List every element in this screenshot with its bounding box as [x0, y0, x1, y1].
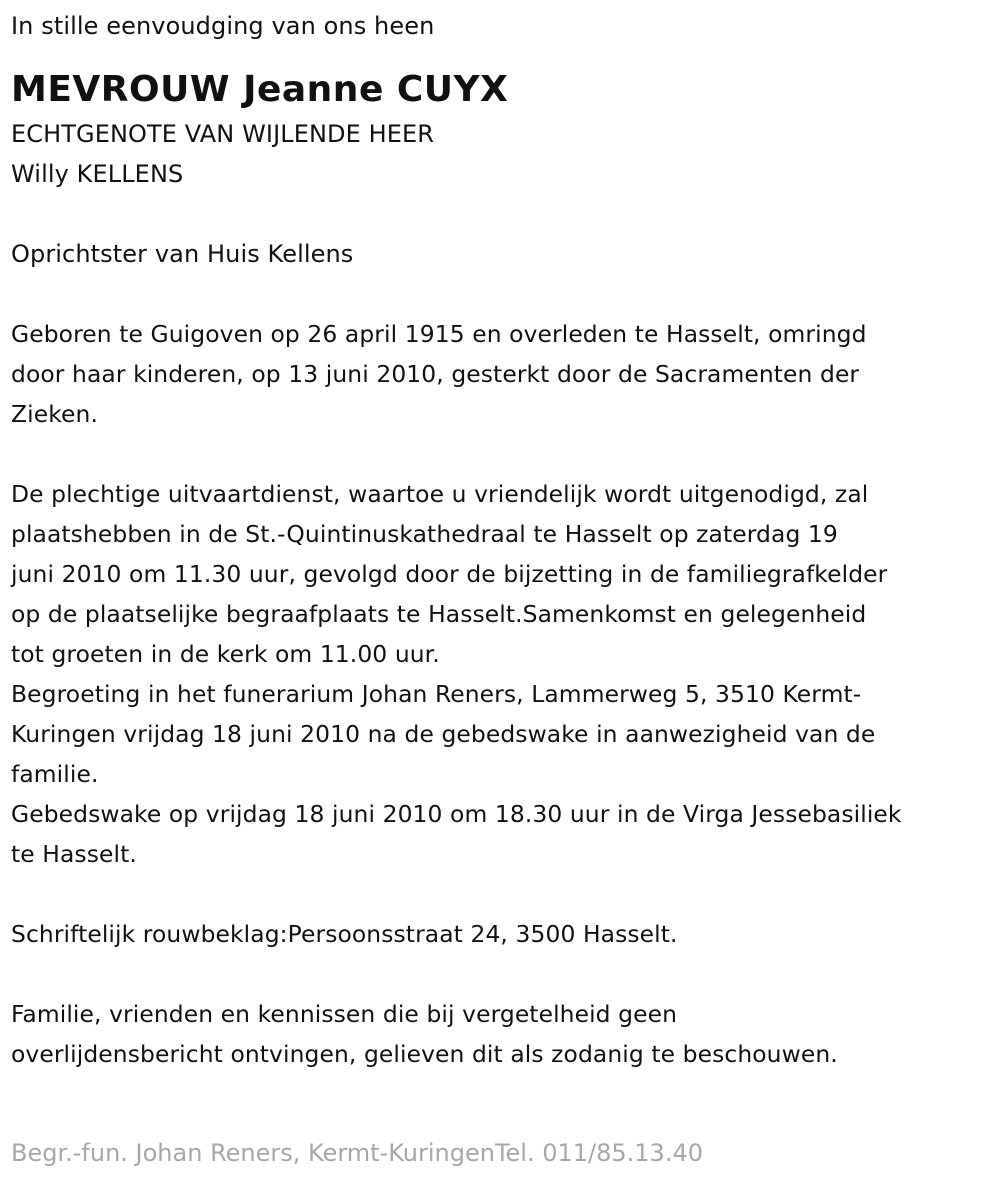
spacer	[11, 434, 996, 474]
paragraph-line: Geboren te Guigoven op 26 april 1915 en overleden te Hasselt, omringd	[11, 320, 867, 348]
spouse-label: ECHTGENOTE VAN WIJLENDE HEER	[11, 120, 435, 148]
paragraph-line: Kuringen vrijdag 18 juni 2010 na de gebedswake in aanwezigheid van de	[11, 720, 876, 748]
paragraph-line: juni 2010 om 11.30 uur, gevolgd door de bijzetting in de familiegrafkelder	[11, 560, 888, 588]
spouse-name: Willy KELLENS	[11, 160, 184, 188]
role-line: Oprichtster van Huis Kellens	[11, 240, 354, 268]
paragraph-line: Zieken.	[11, 400, 98, 428]
vigil-paragraph	[11, 794, 996, 874]
paragraph-line: Gebedswake op vrijdag 18 juni 2010 om 18.30 uur in de Virga Jessebasiliek	[11, 800, 902, 828]
paragraph-line: overlijdensbericht ontvingen, gelieven dit als zodanig te beschouwen.	[11, 1040, 838, 1068]
greeting-paragraph	[11, 674, 996, 794]
spacer	[11, 954, 996, 994]
paragraph-line: op de plaatselijke begraafplaats te Hasselt.Samenkomst en gelegenheid	[11, 600, 867, 628]
closing-paragraph	[11, 994, 996, 1074]
funeral-home-footer: Begr.-fun. Johan Reners, Kermt-KuringenTel. 011/85.13.40	[11, 1139, 703, 1167]
paragraph-line: De plechtige uitvaartdienst, waartoe u vriendelijk wordt uitgenodigd, zal	[11, 480, 869, 508]
birth-death-paragraph	[11, 314, 996, 434]
deceased-name: MEVROUW Jeanne CUYX	[11, 69, 509, 110]
paragraph-line: door haar kinderen, op 13 juni 2010, gesterkt door de Sacramenten der	[11, 360, 860, 388]
funeral-paragraph	[11, 474, 996, 674]
spacer	[11, 194, 996, 234]
paragraph-line: familie.	[11, 760, 99, 788]
condolence-address: Schriftelijk rouwbeklag:Persoonsstraat 24, 3500 Hasselt.	[11, 920, 678, 948]
obituary-notice	[11, 6, 996, 1074]
paragraph-line: plaatshebben in de St.-Quintinuskathedraal te Hasselt op zaterdag 19	[11, 520, 838, 548]
paragraph-line: Familie, vrienden en kennissen die bij vergetelheid geen	[11, 1000, 678, 1028]
spacer	[11, 874, 996, 914]
paragraph-line: te Hasselt.	[11, 840, 137, 868]
intro-line: In stille eenvoudging van ons heen	[11, 12, 435, 40]
paragraph-line: tot groeten in de kerk om 11.00 uur.	[11, 640, 440, 668]
spacer	[11, 274, 996, 314]
paragraph-line: Begroeting in het funerarium Johan Reners, Lammerweg 5, 3510 Kermt-	[11, 680, 862, 708]
